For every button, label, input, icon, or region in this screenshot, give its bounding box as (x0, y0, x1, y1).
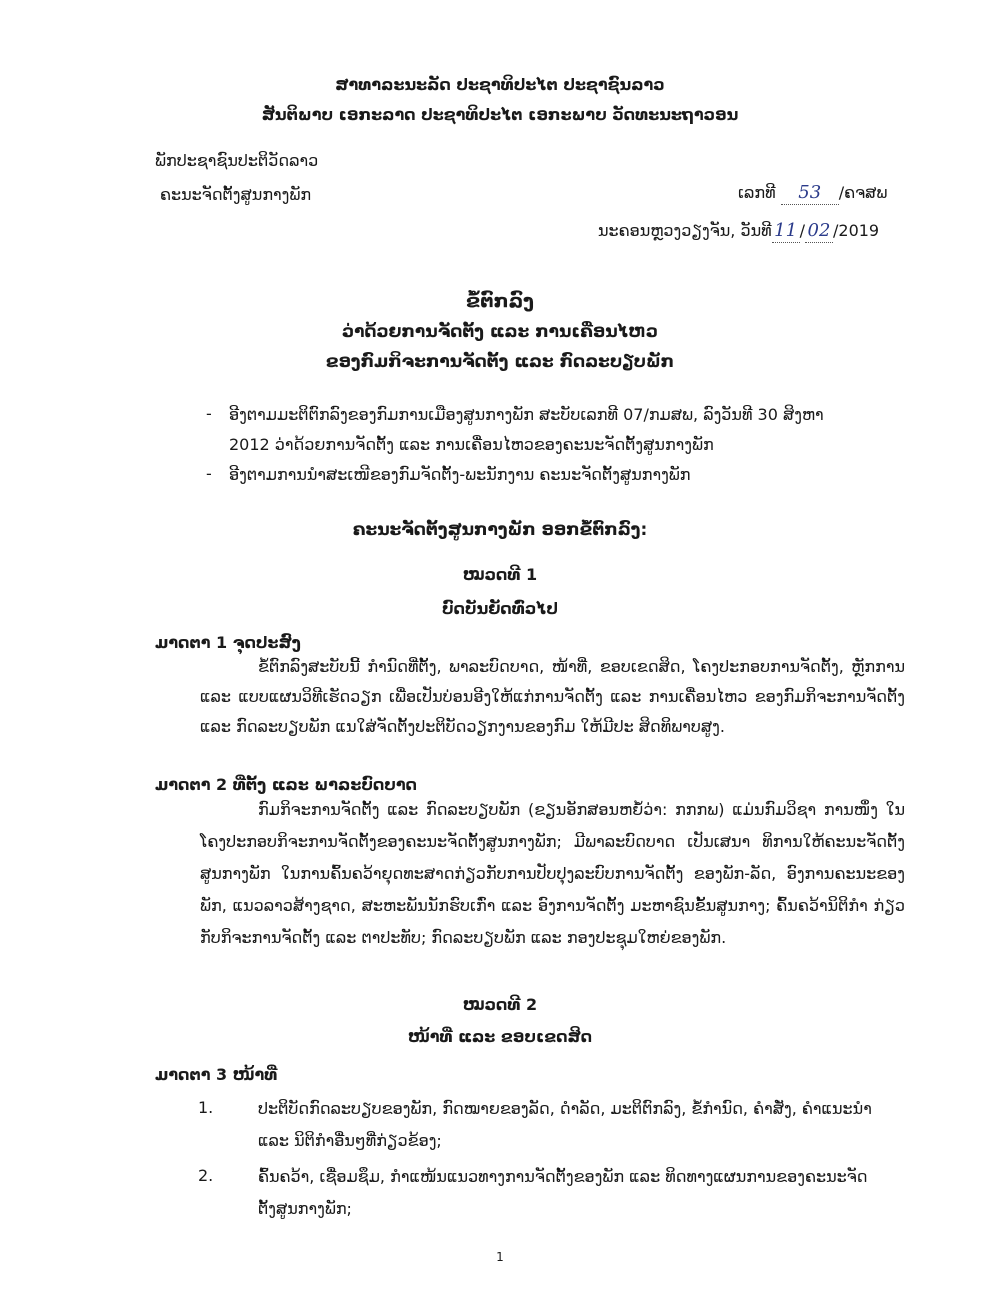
article-2-body: ກົມກິຈະການຈັດຕັ້ງ ແລະ ກົດລະບຽບພັກ (ຂຽນອັກສອນຫຍໍ້ວ່າ: ກກກພ) ແມ່ນກົມວິຊາ ການໜຶ່ງ ໃນໂຄງປະກອບກິຈະການຈັດຕັ້ງຂອງຄະນະຈັດຕັ້ງສູນກາງພັກ; ມີພາລະບົດບາດ ເປັນເສນາ ທິການໃຫ້ຄະນະຈັດຕັ້ງສູນກາງພັກ ໃນການຄົ້ນຄວ້າຍຸດທະສາດກ່ຽວກັບການປັບປຸງລະບົບການຈັດຕັ້ງ ຂອງພັກ-ລັດ, ອົງການຄະນະຂອງພັກ, ແນວລາວສ້າງຊາດ, ສະຫະພັນນັກຮົບເກົ່າ ແລະ ອົງການຈັດຕັ້ງ ມະຫາຊົນຂັ້ນສູນກາງ; ຄົ້ນຄວ້ານິຕິກຳ ກ່ຽວກັບກິຈະການຈັດຕັ້ງ ແລະ ຕາປະທັບ; ກົດລະບຽບພັກ ແລະ ກອງປະຊຸມໃຫຍ່ຂອງພັກ. (200, 800, 905, 947)
issuer-party: ພັກປະຊາຊົນປະຕິວັດລາວ (155, 151, 319, 170)
decree-heading: ຄະນະຈັດຕັ້ງສູນກາງພັກ ອອກຂໍ້ຕົກລົງ: (352, 520, 648, 540)
date-month: 02 (807, 220, 831, 241)
chapter-1-label: ໝວດທີ 1 (462, 565, 538, 584)
date-day: 11 (774, 220, 798, 241)
document-subtitle-2: ຂອງກົມກິຈະການຈັດຕັ້ງ ແລະ ກົດລະບຽບພັກ (325, 352, 675, 372)
date-year: /2019 (833, 221, 880, 240)
place-date-prefix: ນະຄອນຫຼວງວຽງຈັນ, ວັນທີ (598, 221, 772, 240)
article-3-item-1-line-1: ປະຕິບັດກົດລະບຽບຂອງພັກ, ກົດໝາຍຂອງລັດ, ດຳລັດ, ມະຕິຕົກລົງ, ຂໍ້ກຳນົດ, ຄຳສັ່ງ, ຄຳແນະນຳ (258, 1099, 872, 1118)
article-3-item-2-line-2: ຕັ້ງສູນກາງພັກ; (258, 1199, 352, 1218)
preamble-dash-2: - (206, 464, 212, 483)
article-3-item-number: 1. (198, 1098, 214, 1117)
article-1-body: ຂໍ້ຕົກລົງສະບັບນີ້ ກຳນົດທີ່ຕັ້ງ, ພາລະບົດບາດ, ໜ້າທີ່, ຂອບເຂດສິດ, ໂຄງປະກອບການຈັດຕັ້ງ, ຫຼັກການ ແລະ ແບບແຜນວິທີເຮັດວຽກ ເພື່ອເປັນບ່ອນອີງໃຫ້ແກ່ການຈັດຕັ້ງ ແລະ ການເຄື່ອນໄຫວ ຂອງກົມກິຈະການຈັດຕັ້ງ ແລະ ກົດລະບຽບພັກ ແນໃສ່ຈັດຕັ້ງປະຕິບັດວຽກງານຂອງກົມ ໃຫ້ມີປະ ສິດທິພາບສູງ. (200, 657, 905, 736)
article-2-heading: ມາດຕາ 2 ທີ່ຕັ້ງ ແລະ ພາລະບົດບາດ (155, 775, 417, 794)
preamble-item-1-line-1: ອີງຕາມມະຕິຕົກລົງຂອງກົມການເມືອງສູນກາງພັກ ສະບັບເລກທີ 07/ກມສພ, ລົງວັນທີ 30 ສິງຫາ (229, 405, 824, 424)
republic-name: ສາທາລະນະລັດ ປະຊາທິປະໄຕ ປະຊາຊົນລາວ (335, 75, 665, 94)
document-subtitle-1: ວ່າດ້ວຍການຈັດຕັ້ງ ແລະ ການເຄື່ອນໄຫວ (341, 322, 659, 342)
place-date: ນະຄອນຫຼວງວຽງຈັນ, ວັນທີ 11 / 02 /2019 (598, 220, 880, 241)
article-3-item-2-line-1: ຄົ້ນຄວ້າ, ເຊື່ອມຊຶມ, ກຳແໜ້ນແນວທາງການຈັດຕັ້ງຂອງພັກ ແລະ ທິດທາງແຜນການຂອງຄະນະຈັດ (258, 1167, 868, 1186)
article-1-heading: ມາດຕາ 1 ຈຸດປະສົງ (155, 633, 301, 652)
preamble-item-1-line-2: 2012 ວ່າດ້ວຍການຈັດຕັ້ງ ແລະ ການເຄື່ອນໄຫວຂອງຄະນະຈັດຕັ້ງສູນກາງພັກ (229, 435, 714, 454)
reference-number-suffix: /ຄຈສພ (838, 183, 888, 202)
reference-number-label: ເລກທີ (738, 183, 776, 202)
reference-number-value: 53 (798, 182, 822, 203)
issuer-committee: ຄະນະຈັດຕັ້ງສູນກາງພັກ (160, 185, 312, 204)
document-title: ຂໍ້ຕົກລົງ (465, 290, 534, 312)
article-3-item-number: 2. (198, 1166, 214, 1185)
chapter-2-title: ໜ້າທີ່ ແລະ ຂອບເຂດສິດ (407, 1027, 593, 1046)
chapter-1-title: ບົດບັນຍັດທົ່ວໄປ (442, 599, 558, 618)
preamble-dash-1: - (206, 404, 212, 423)
reference-number (738, 182, 887, 205)
chapter-2-label: ໝວດທີ 2 (462, 995, 538, 1014)
article-3-item-1-line-2: ແລະ ນິຕິກຳອື່ນໆທີ່ກ່ຽວຂ້ອງ; (258, 1131, 442, 1150)
preamble-item-2: ອີງຕາມການນຳສະເໜີຂອງກົມຈັດຕັ້ງ-ພະນັກງານ ຄະນະຈັດຕັ້ງສູນກາງພັກ (229, 465, 691, 484)
article-3-heading: ມາດຕາ 3 ໜ້າທີ່ (155, 1065, 278, 1084)
national-motto: ສັນຕິພາບ ເອກະລາດ ປະຊາທິປະໄຕ ເອກະພາບ ວັດທະນະຖາວອນ (261, 105, 739, 124)
page-number: 1 (496, 1250, 504, 1264)
